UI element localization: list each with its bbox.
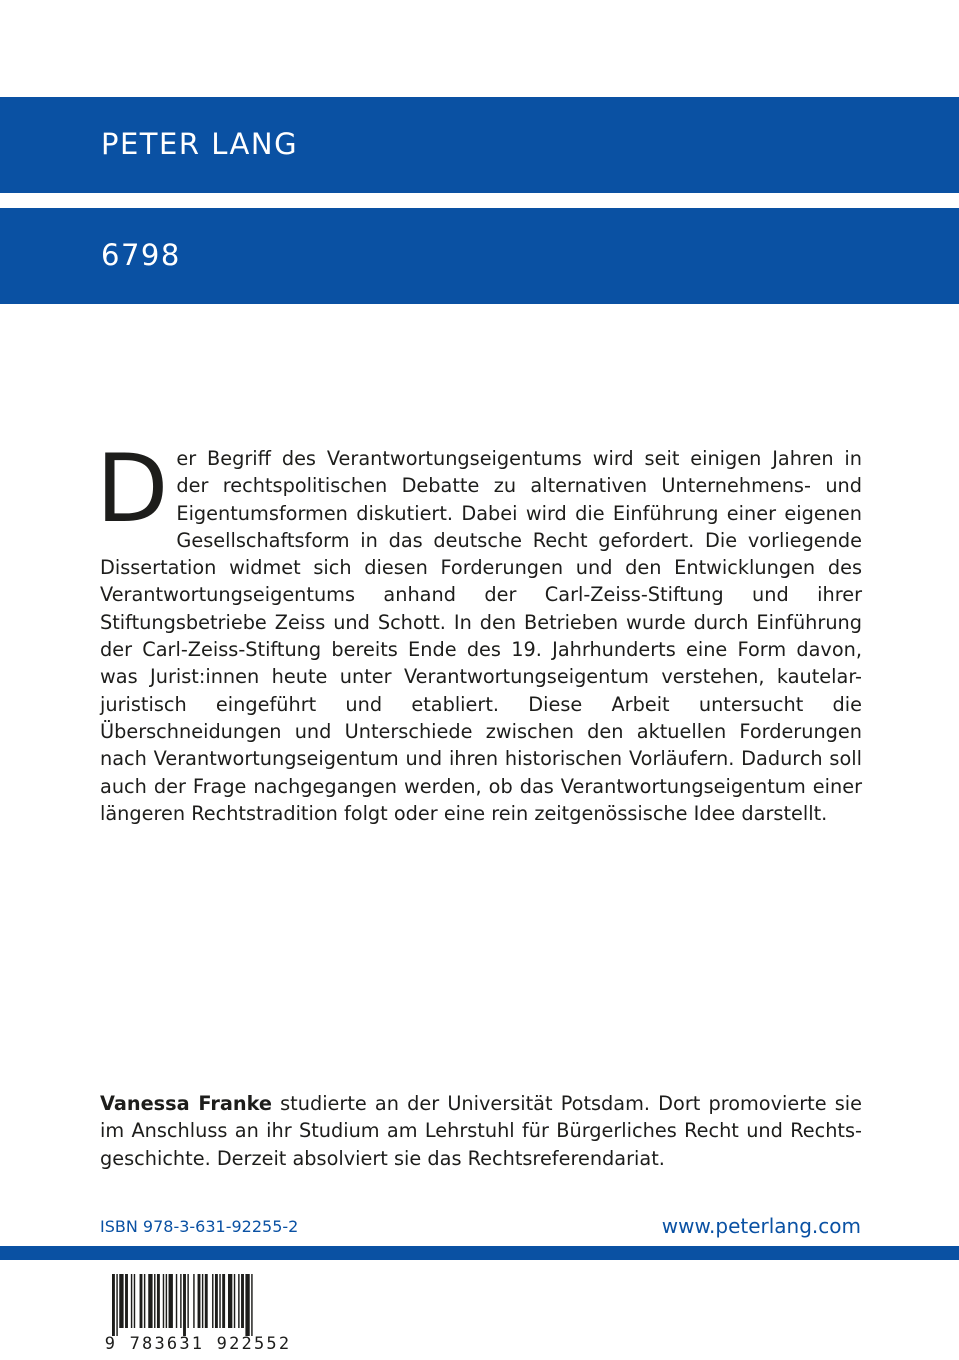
barcode-bar [157, 1274, 160, 1328]
isbn-label: ISBN 978-3-631-92255-2 [100, 1217, 299, 1236]
publisher-band [0, 97, 959, 193]
barcode-bar [176, 1274, 177, 1328]
barcode-bar [205, 1274, 208, 1328]
bottom-rule [0, 1246, 959, 1260]
barcode-bar [212, 1274, 213, 1328]
barcode-bar [183, 1274, 186, 1336]
barcode-bar [234, 1274, 235, 1328]
barcode-bar [169, 1274, 173, 1328]
barcode-bar [148, 1274, 152, 1328]
publisher-name: PETER LANG [101, 127, 299, 161]
barcode-bar [144, 1274, 145, 1328]
barcode-bar [228, 1274, 232, 1328]
barcode-bar [163, 1274, 164, 1328]
isbn-barcode [98, 1272, 298, 1354]
barcode-bar [125, 1274, 128, 1328]
barcode-bar [241, 1274, 244, 1328]
series-number: 6798 [101, 238, 181, 272]
barcode-bar [193, 1274, 194, 1328]
series-band [0, 208, 959, 304]
barcode-bar [202, 1274, 203, 1328]
barcode-bar [154, 1274, 155, 1328]
drop-cap: D [96, 435, 169, 544]
barcode-bar [112, 1274, 115, 1336]
author-bio-text: studierte an der Universität Potsdam. Dort promovierte sie im Anschluss an ihr Studium am Lehrstuhl für Bürgerliches Recht und Rechtsgeschichte. Derzeit absolviert sie das Rechtsreferendariat. [100, 1092, 862, 1170]
barcode-bar [180, 1274, 181, 1328]
barcode-bar [251, 1274, 252, 1336]
barcode-bar [198, 1274, 201, 1328]
barcode-bar [134, 1274, 135, 1328]
barcode-bar [219, 1274, 220, 1328]
barcode-digits: 9 783631 922552 [104, 1334, 292, 1354]
website-link[interactable]: www.peterlang.com [661, 1214, 861, 1238]
abstract-body: er Begriff des Verantwortungseigentums wird seit einigen Jahren in der rechtspolitischen Debatte zu alternativen Unternehmens- und Eigentumsformen diskutiert. Dabei wird die Einführung einer eigenen Gesellschaftsform in das deutsche Recht gefordert. Die vorliegende Dissertation widmet sich diesen Forderungen und den Entwicklungen des Verantwortungseigentums anhand der Carl-Zeiss-Stiftung und ihrer Stiftungsbetriebe Zeiss und Schott. In den Betrieben wurde durch Einführung der Carl-Zeiss-Stiftung bereits Ende des 19. Jahrhunderts eine Form davon, was Jurist:innen heute unter Verantwortungseigentum verstehen, kautelar-juristisch eingeführt und etabliert. Diese Arbeit untersucht die Überschneidungen und Unterschiede zwischen den aktuellen Forderungen nach Verantwortungseigentum und ihren historischen Vorläufern. Dadurch soll auch der Frage nachgegangen werden, ob das Verantwortungseigentum einer längeren Rechtstradition folgt oder eine rein zeitgenössische Idee darstellt. [100, 447, 862, 825]
author-name: Vanessa Franke [100, 1092, 272, 1115]
barcode-bar [215, 1274, 218, 1328]
barcode-bar [119, 1274, 123, 1328]
barcode-bar [238, 1274, 239, 1328]
barcode-bar [116, 1274, 117, 1336]
barcode-bar [131, 1274, 132, 1328]
barcode-bar [140, 1274, 143, 1328]
barcode-bar [166, 1274, 167, 1328]
barcode-bar [245, 1274, 249, 1336]
author-bio [100, 1090, 862, 1172]
barcode-bar [187, 1274, 188, 1328]
abstract-text [96, 435, 862, 827]
barcode-bar [222, 1274, 225, 1328]
